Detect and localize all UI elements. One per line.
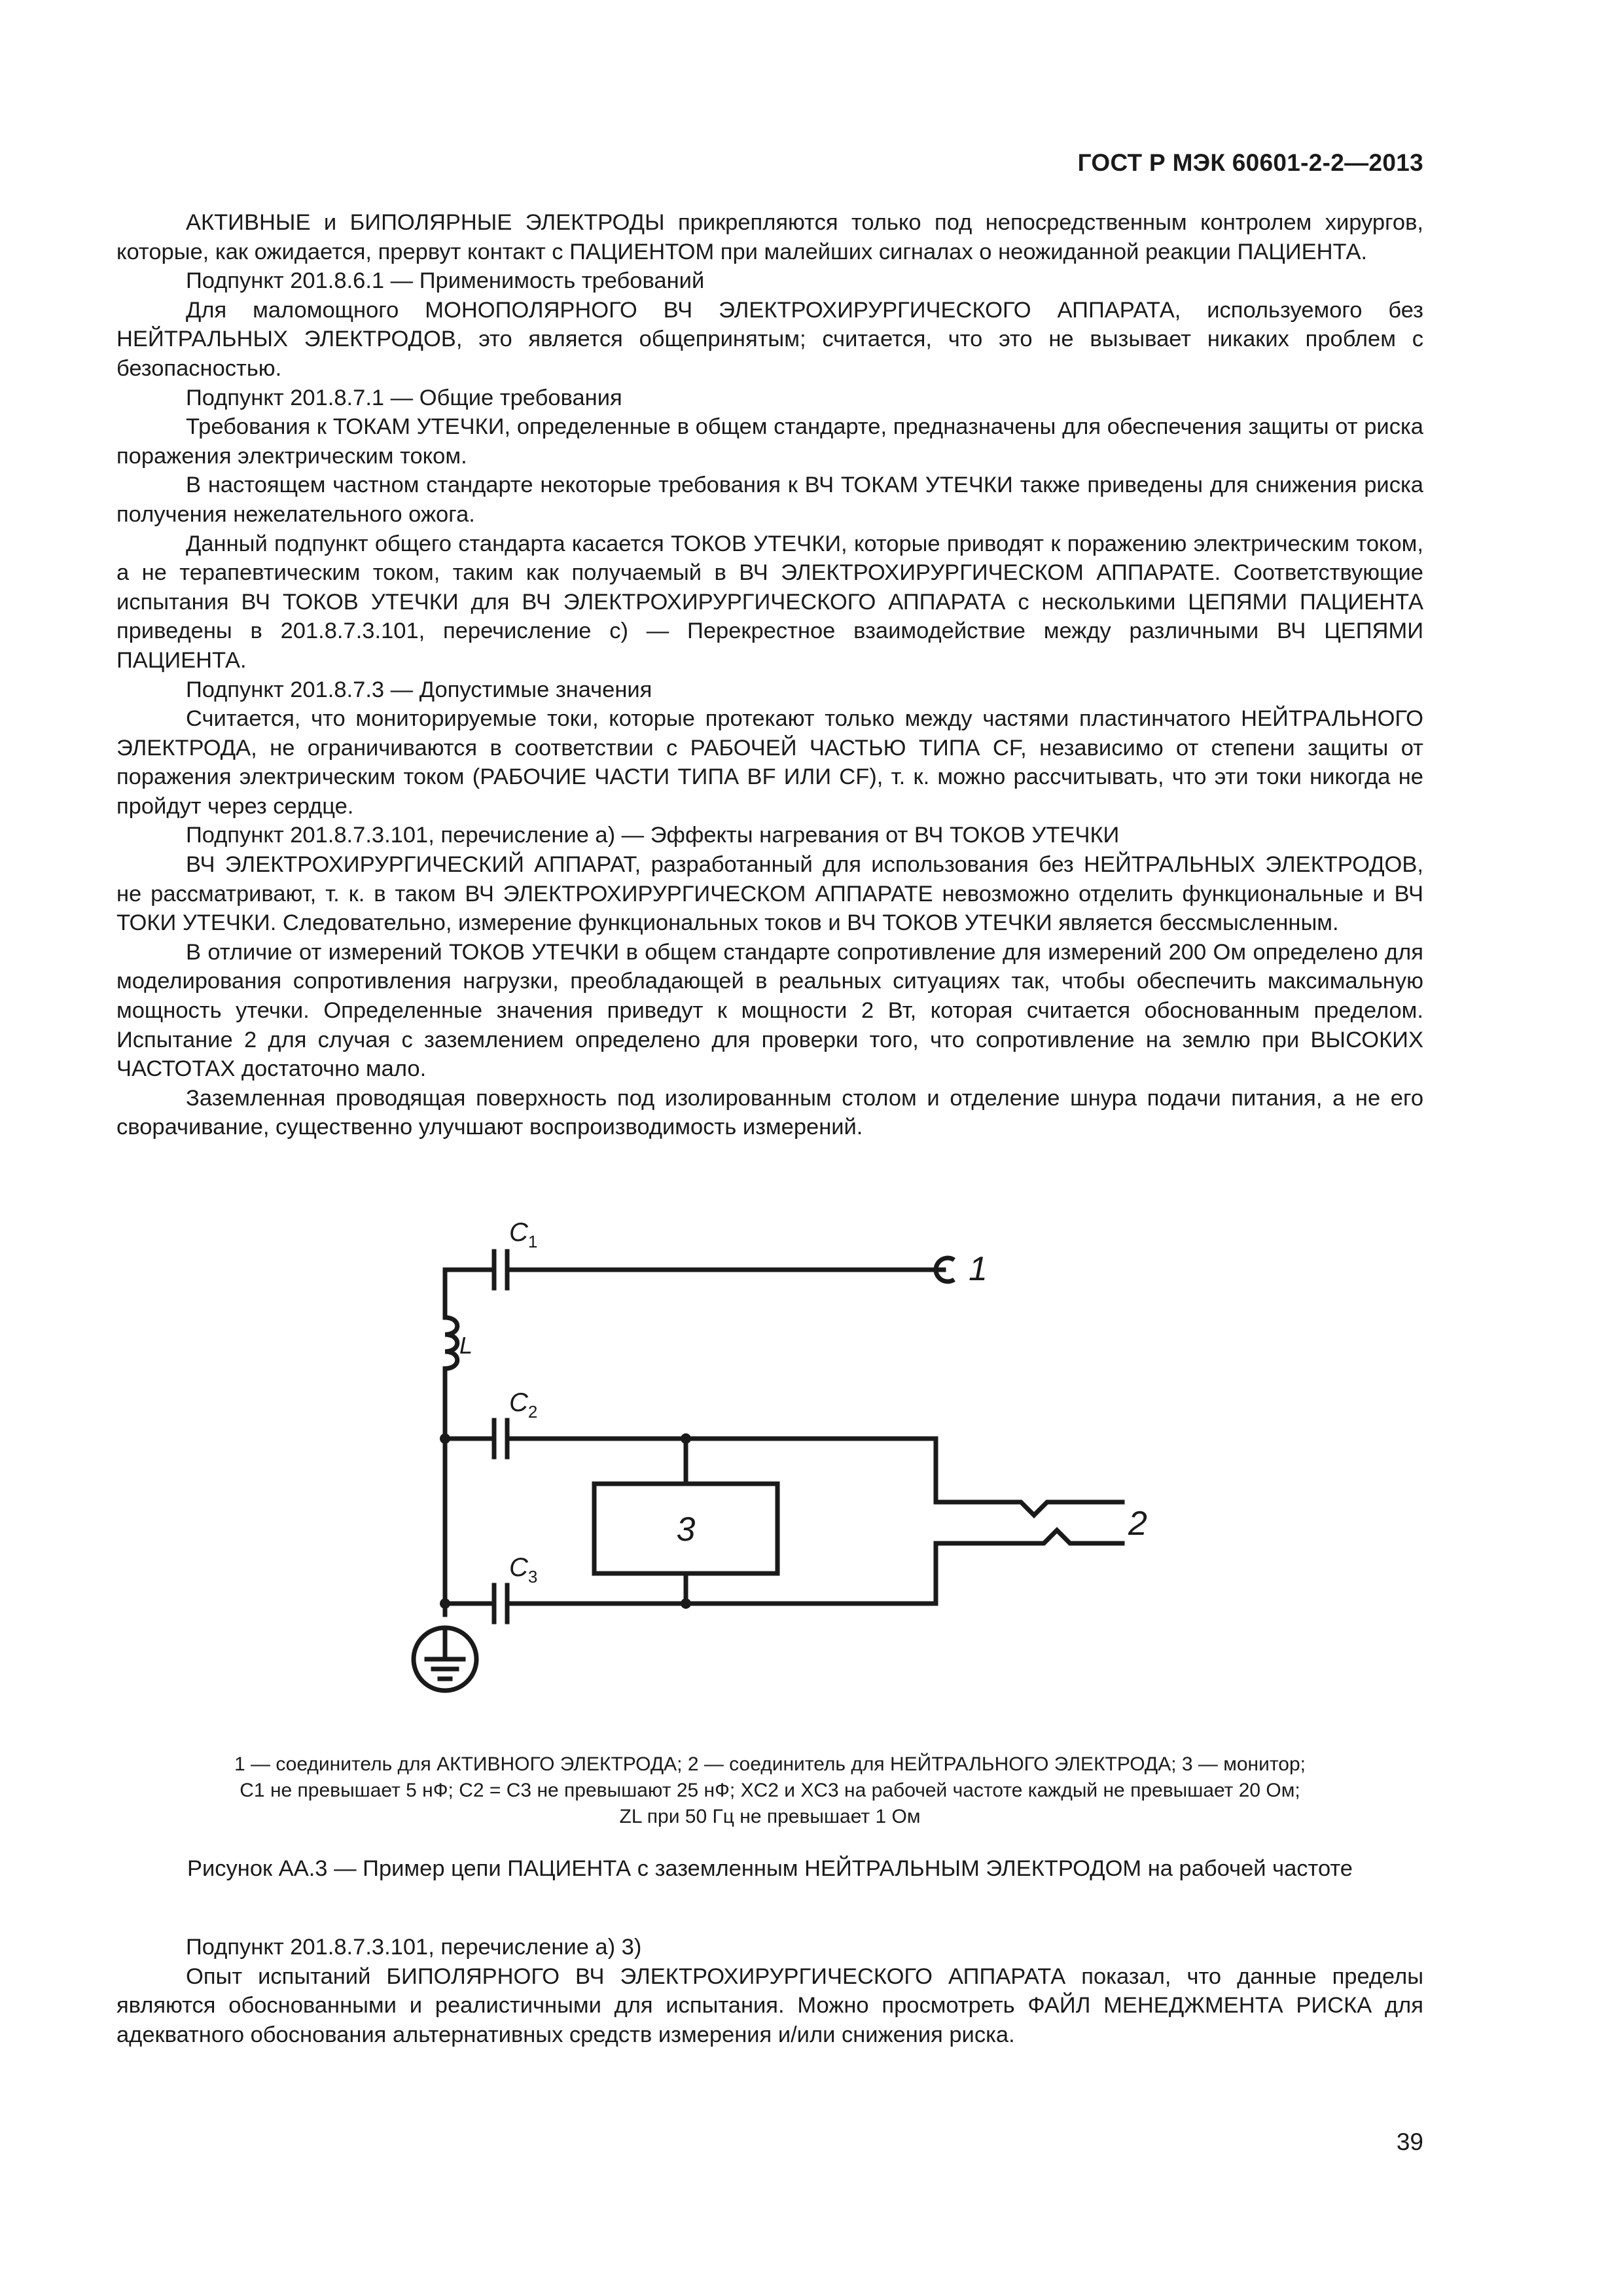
junction-dot [440, 1433, 450, 1444]
junction-dot [681, 1433, 691, 1444]
paragraph: ВЧ ЭЛЕКТРОХИРУРГИЧЕСКИЙ АППАРАТ, разработанный для использования без НЕЙТРАЛЬНЫХ ЭЛЕКТРОДОВ, не рассматривают, т. к. в таком ВЧ ЭЛЕКТРОХИРУРГИЧЕСКОМ АППАРАТЕ невозможно отделить функциональные и ВЧ ТОКИ УТЕЧКИ. Следовательно, измерение функциональных токов и ВЧ ТОКОВ УТЕЧКИ является бессмысленным. [116, 852, 1423, 936]
terminal-1-label: 1 [969, 1250, 988, 1288]
c2-label: C [509, 1388, 528, 1417]
connector-2-lower-lead [936, 1530, 1122, 1543]
standard-number-header: ГОСТ Р МЭК 60601-2-2—2013 [1077, 149, 1423, 176]
paragraph: Считается, что мониторируемые токи, которые протекают только между частями пластинчатого НЕЙТРАЛЬНОГО ЭЛЕКТРОДА, не ограничиваются в соответствии с РАБОЧЕЙ ЧАСТЬЮ ТИПА CF, независимо от степени защиты от поражения электрическим током (РАБОЧИЕ ЧАСТИ ТИПА BF ИЛИ CF), т. к. можно рассчитывать, что эти токи никогда не пройдут через сердце. [116, 706, 1423, 819]
inductor-label: L [459, 1332, 473, 1359]
paragraph: Опыт испытаний БИПОЛЯРНОГО ВЧ ЭЛЕКТРОХИРУРГИЧЕСКОГО АППАРАТА показал, что данные пределы являются обоснованными и реалистичными для испытания. Можно просмотреть ФАЙЛ МЕНЕДЖМЕНТА РИСКА для адекватного обоснования альтернативных средств измерения и/или снижения риска. [116, 1964, 1423, 2047]
svg-text:C3 [509, 1553, 537, 1587]
c3-subscript: 3 [527, 1567, 538, 1587]
legend-line: C1 не превышает 5 нФ; C2 = C3 не превышают 25 нФ; XC2 и XC3 на рабочей частоте каждый не превышает 20 Ом; [240, 1780, 1300, 1801]
figure-caption: Рисунок АА.3 — Пример цепи ПАЦИЕНТА с заземленным НЕЙТРАЛЬНЫМ ЭЛЕКТРОДОМ на рабочей частоте [187, 1856, 1353, 1881]
subclause-heading: Подпункт 201.8.7.3.101, перечисление а) 3) [186, 1935, 642, 1960]
subclause-heading: Подпункт 201.8.7.3.101, перечисление а) — Эффекты нагревания от ВЧ ТОКОВ УТЕЧКИ [186, 823, 1120, 848]
circuit-figure [393, 1204, 1178, 1741]
monitor-label: 3 [676, 1511, 696, 1549]
svg-text:C1 [509, 1218, 537, 1251]
paragraph: Требования к ТОКАМ УТЕЧКИ, определенные в общем стандарте, предназначены для обеспечения защиты от риска поражения электрическим током. [116, 414, 1423, 469]
subclause-heading: Подпункт 201.8.7.3 — Допустимые значения [186, 677, 652, 702]
c3-label: C [509, 1553, 528, 1582]
junction-dot [440, 1598, 450, 1609]
circuit-diagram [393, 1204, 1178, 1741]
paragraph: Заземленная проводящая поверхность под изолированным столом и отделение шнура подачи питания, а не его сворачивание, существенно улучшают воспроизводимость измерений. [116, 1085, 1423, 1140]
inductor-coil [445, 1318, 457, 1369]
body-text-bottom [116, 1933, 1423, 2049]
connector-2-upper-lead [936, 1502, 1122, 1515]
paragraph: АКТИВНЫЕ и БИПОЛЯРНЫЕ ЭЛЕКТРОДЫ прикрепляются только под непосредственным контролем хирургов, которые, как ожидается, прервут контакт с ПАЦИЕНТОМ при малейших сигналах о неожиданной реакции ПАЦИЕНТА. [116, 210, 1423, 264]
page-number: 39 [1396, 2128, 1423, 2155]
paragraph: В отличие от измерений ТОКОВ УТЕЧКИ в общем стандарте сопротивление для измерений 200 Ом определено для моделирования сопротивления нагрузки, преобладающей в реальных ситуациях так, чтобы обеспечить максимальную мощность утечки. Определенные значения приведут к мощности 2 Вт, которая считается обоснованным пределом. Испытание 2 для случая с заземлением определено для проверки того, что сопротивление на землю при ВЫСОКИХ ЧАСТОТАХ достаточно мало. [116, 939, 1423, 1082]
terminal-2-label: 2 [1128, 1505, 1147, 1543]
body-text-top [116, 208, 1423, 1142]
legend-line: ZL при 50 Гц не превышает 1 Ом [619, 1806, 921, 1827]
paragraph: Для маломощного МОНОПОЛЯРНОГО ВЧ ЭЛЕКТРОХИРУРГИЧЕСКОГО АППАРАТА, используемого без НЕЙТРАЛЬНЫХ ЭЛЕКТРОДОВ, это является общепринятым; считается, что это не вызывает никаких проблем с безопасностью. [116, 297, 1423, 381]
junction-dot [681, 1598, 691, 1609]
paragraph: Данный подпункт общего стандарта касается ТОКОВ УТЕЧКИ, которые приводят к поражению электрическим током, а не терапевтическим током, таким как получаемый в ВЧ ЭЛЕКТРОХИРУРГИЧЕСКОМ АППАРАТЕ. Соответствующие испытания ВЧ ТОКОВ УТЕЧКИ для ВЧ ЭЛЕКТРОХИРУРГИЧЕСКОГО АППАРАТА с несколькими ЦЕПЯМИ ПАЦИЕНТА приведены в 201.8.7.3.101, перечисление с) — Перекрестное взаимодействие между различными ВЧ ЦЕПЯМИ ПАЦИЕНТА. [116, 531, 1423, 673]
paragraph: В настоящем частном стандарте некоторые требования к ВЧ ТОКАМ УТЕЧКИ также приведены для снижения риска получения нежелательного ожога. [116, 473, 1423, 527]
c1-subscript: 1 [527, 1232, 538, 1251]
svg-text:C2 [509, 1388, 537, 1422]
subclause-heading: Подпункт 201.8.7.1 — Общие требования [186, 385, 622, 410]
figure-legend [116, 1751, 1423, 1830]
c2-subscript: 2 [527, 1402, 538, 1422]
legend-line: 1 — соединитель для АКТИВНОГО ЭЛЕКТРОДА; 2 — соединитель для НЕЙТРАЛЬНОГО ЭЛЕКТРОДА; 3 — монитор; [234, 1753, 1306, 1775]
subclause-heading: Подпункт 201.8.6.1 — Применимость требований [186, 268, 705, 294]
c1-label: C [509, 1218, 528, 1247]
